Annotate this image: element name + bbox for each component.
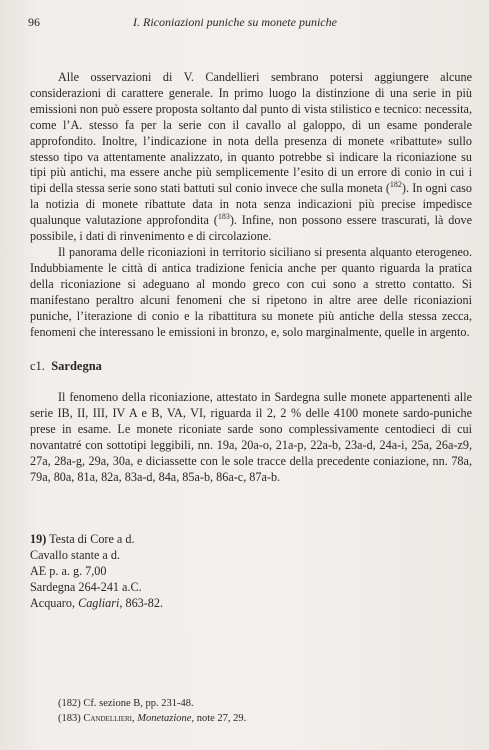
entry-number: 19) <box>30 532 47 546</box>
para1-text-c: ). Infine, non possono essere trascurati, là dove possibile, i dati di rinvenimento e di circolazione. <box>30 213 472 244</box>
footnote-183-notes: , note 27, 29. <box>191 712 247 724</box>
paragraph-1 <box>30 70 472 245</box>
page-number: 96 <box>28 15 40 29</box>
footnotes <box>58 697 246 726</box>
para2-text: Il panorama delle riconiazioni in territorio siciliano si presenta alquanto eterogeneo. Indubbiamente le città di antica tradizione fenicia anche per quanto riguarda la pratica della riconiazione si adeguano al mondo greco con cui sono a stretto contatto. Si manifestano peraltro alcuni fenomeni che si ripetono in altre aree delle riconiazioni puniche, l’iterazione di conio e la ribattitura su monete più antiche della stessa zecca, fenomeni che interessano le emissioni in bronzo, e, solo marginalmente, quelle in argento. <box>30 245 472 339</box>
running-title: I. Riconiazioni puniche su monete puniche <box>133 15 337 29</box>
entry-ref-pages: , 863-82. <box>119 596 164 610</box>
para3-text: Il fenomeno della riconiazione, attestato in Sardegna sulle monete appartenenti alle serie IB, II, III, IV A e B, VA, VI, riguarda il 2, 2 % delle 4100 monete sardo-puniche prese in esame. Le monete riconiate sarde sono complessivamente centodieci di cui novantatré con sottotipi leggibili, nn. 19a, 20a-o, 21a-p, 22a-b, 23a-d, 24a-i, 25a, 26a-z9, 27a, 28a-g, 29a, 30a, e diciassette con le sole tracce della precedente coniazione, nn. 78a, 79a, 80a, 81a, 82a, 83a-d, 84a, 85a-b, 86a-c, 87a-b. <box>30 390 472 484</box>
footnote-ref-182[interactable]: 182 <box>389 180 402 190</box>
running-header <box>28 15 461 31</box>
catalog-entry-19 <box>30 531 163 611</box>
entry-metal-weight: AE p. a. g. 7,00 <box>30 564 107 578</box>
section-title: Sardegna <box>51 359 102 373</box>
footnote-183-title: Monetazione <box>137 712 192 724</box>
entry-date: Sardegna 264-241 a.C. <box>30 580 142 594</box>
entry-reference <box>30 595 163 611</box>
section-number: c1. <box>30 359 45 373</box>
entry-ref-author: Acquaro, <box>30 596 79 610</box>
entry-ref-title: Cagliari <box>78 596 120 610</box>
footnote-183-author: Candellieri <box>83 712 132 724</box>
paragraph-2 <box>30 245 472 340</box>
entry-reverse: Cavallo stante a d. <box>30 548 121 562</box>
section-heading <box>30 359 102 374</box>
footnote-182: (182) Cf. sezione B, pp. 231-48. <box>58 698 194 709</box>
entry-obverse: Testa di Core a d. <box>49 532 135 546</box>
footnote-183-sep: , <box>131 712 138 724</box>
paragraph-3 <box>30 390 472 485</box>
footnote-183-number: (183) <box>58 712 84 724</box>
footnote-183 <box>58 712 246 727</box>
para1-text-b: ). In ogni caso la notizia di monete ribattute data in nota senza indicazioni più precise impedisce qualunque valutazione approfondita ( <box>30 181 472 228</box>
para1-text-a: Alle osservazioni di V. Candellieri sembrano potersi aggiungere alcune considerazioni di carattere generale. In primo luogo la distinzione di una serie in più emissioni non può essere proposta soltanto dal punto di vista stilistico e tecnico: necessita, come l’A. stesso fa per la serie con il cavallo al galoppo, di un esame ponderale approfondito. Inoltre, l’indicazione in nota della presenza di monete «ribattute» sullo stesso tipo va attentamente analizzato, in quanto potrebbe sì indicare la riconiazione su tipi più antichi, ma essere anche più semplicemente l’esito di un errore di conio in cui i tipi della stessa serie sono stati battuti sul conio invece che sulla moneta ( <box>30 70 472 196</box>
footnote-ref-183[interactable]: 183 <box>217 212 230 222</box>
